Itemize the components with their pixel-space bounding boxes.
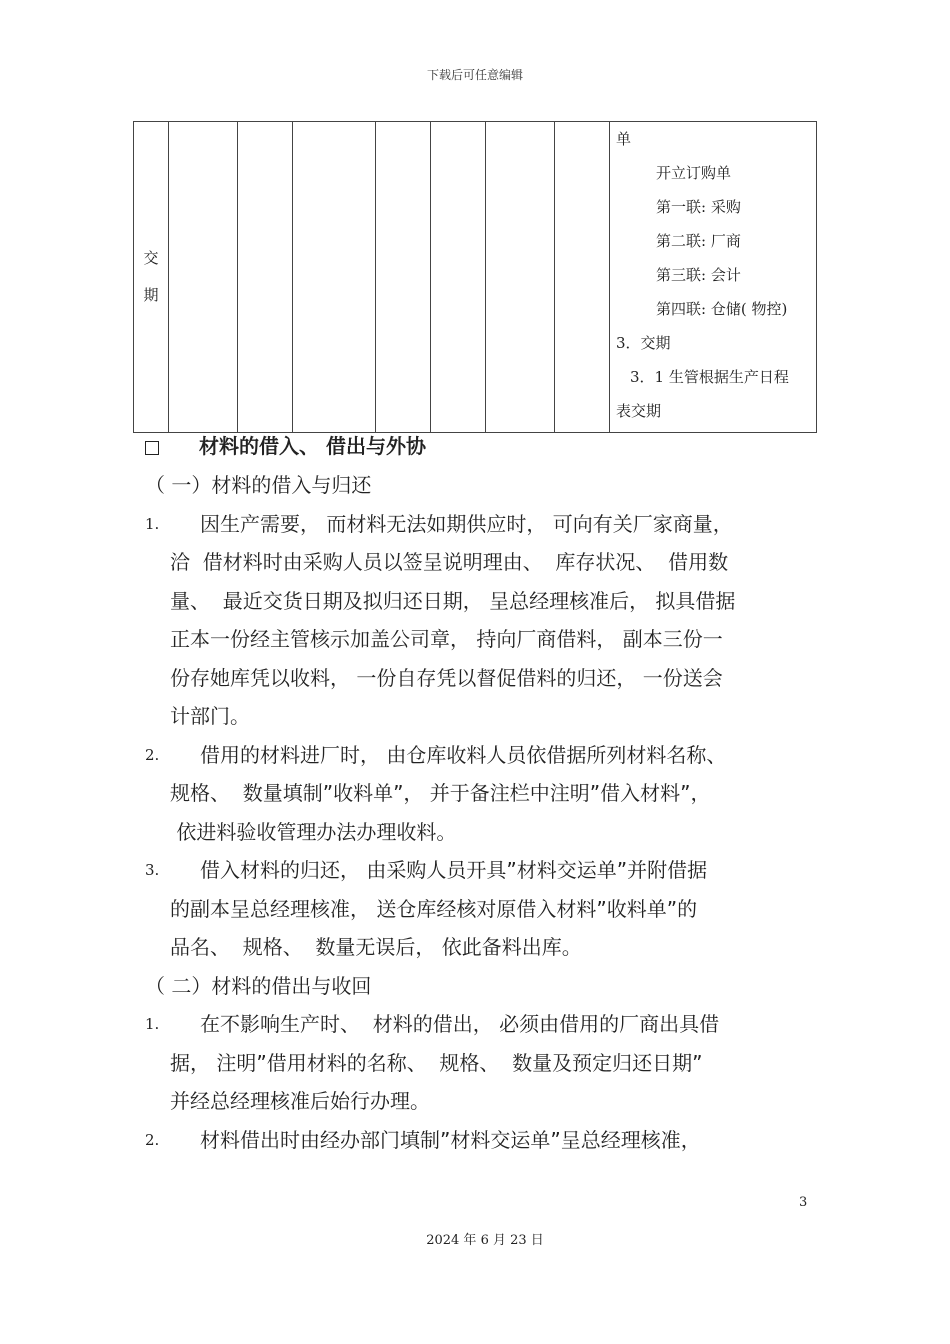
page-number: 3 <box>799 1195 808 1210</box>
subsection-title: （ 二）材料的借出与收回 <box>145 973 372 998</box>
table-label-char: 交 <box>143 249 159 267</box>
item-line: 的副本呈总经理核准， 送仓库经核对原借入材料”收料单”的 <box>170 896 698 921</box>
item-line: 规格、 数量填制”收料单”， 并于备注栏中注明”借入材料”， <box>170 781 711 805</box>
item-line: 正本一份经主管核示加盖公司章， 持向厂商借料， 副本三份一 <box>170 627 723 651</box>
list-item <box>145 736 825 852</box>
table-cell <box>238 122 293 433</box>
notes-line: 单 <box>616 130 632 148</box>
section-heading <box>145 430 426 459</box>
schedule-table <box>133 121 817 433</box>
item-line: 份存她库凭以收料， 一份自存凭以督促借料的归还， 一份送会 <box>170 665 723 690</box>
table-cell <box>169 122 238 433</box>
notes-line: 第三联: 会计 <box>656 266 741 284</box>
list-item <box>145 1121 825 1160</box>
item-line: 量、 最近交货日期及拟归还日期， 呈总经理核准后， 拟具借据 <box>170 588 736 613</box>
list-item <box>145 851 825 967</box>
item-number: 1. <box>145 1015 160 1033</box>
item-line: 借入材料的归还， 由采购人员开具”材料交运单”并附借据 <box>200 858 708 882</box>
item-number: 2. <box>145 1130 160 1149</box>
notes-line: 表交期 <box>616 402 662 420</box>
item-line: 洽 借材料时由采购人员以签呈说明理由、 库存状况、 借用数 <box>170 550 729 574</box>
table-label-char: 期 <box>143 286 159 304</box>
notes-line: 第一联: 采购 <box>656 198 741 216</box>
list-item <box>145 505 825 736</box>
heading-text: 材料的借入、 借出与外协 <box>199 434 426 458</box>
item-line: 并经总经理核准后始行办理。 <box>170 1089 430 1113</box>
table-cell <box>431 122 486 433</box>
table-notes-cell <box>610 122 817 433</box>
page-header: 下载后可任意编辑 <box>426 68 523 82</box>
item-number: 3. <box>145 861 160 879</box>
notes-line: 开立订购单 <box>656 164 732 182</box>
item-number: 2. <box>145 745 160 764</box>
item-number: 1. <box>145 514 160 533</box>
table-cell <box>293 122 376 433</box>
item-line: 在不影响生产时、 材料的借出， 必须由借用的厂商出具借 <box>200 1012 720 1036</box>
table-cell <box>486 122 555 433</box>
footer-date: 2024 年 6 月 23 日 <box>426 1233 544 1248</box>
table-cell <box>376 122 431 433</box>
notes-line: 3．1 生管根据生产日程 <box>630 368 789 386</box>
item-line: 依进料验收管理办法办理收料。 <box>170 819 457 844</box>
item-line: 计部门。 <box>170 704 250 728</box>
notes-line: 第四联: 仓储( 物控) <box>656 300 788 318</box>
item-line: 因生产需要， 而材料无法如期供应时， 可向有关厂家商量， <box>200 511 733 536</box>
subsection-title: （ 一）材料的借入与归还 <box>145 473 372 497</box>
item-line: 借用的材料进厂时， 由仓库收料人员依借据所列材料名称、 <box>200 742 727 767</box>
item-line: 材料借出时由经办部门填制”材料交运单”呈总经理核准， <box>200 1127 701 1152</box>
notes-line: 第二联: 厂商 <box>656 232 741 250</box>
item-line: 品名、 规格、 数量无误后， 依此备料出库。 <box>170 935 582 959</box>
notes-line: 3．交期 <box>616 334 671 352</box>
item-line: 据， 注明”借用材料的名称、 规格、 数量及预定归还日期” <box>170 1050 703 1075</box>
document-body <box>145 466 825 1159</box>
table-cell <box>555 122 610 433</box>
checkbox-marker-icon <box>145 434 171 458</box>
list-item <box>145 1005 825 1121</box>
table-label-cell <box>134 122 169 433</box>
